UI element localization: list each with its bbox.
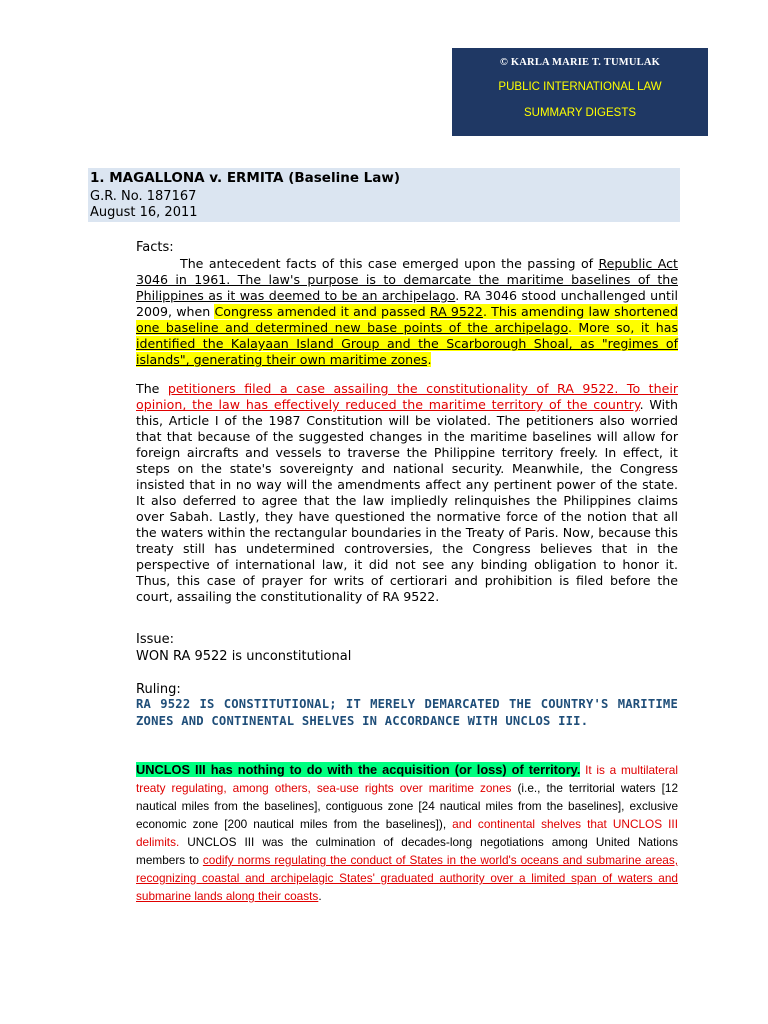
ruling-text: (i.e., the territorial waters [12 nautical miles from the baselines], contiguous zone [24 nautical miles from the baselines], exclusive economic zone [200 nautical miles from the baselines]), (136, 781, 679, 831)
issue-text: WON RA 9522 is unconstitutional (136, 649, 352, 664)
series-title: SUMMARY DIGESTS (523, 107, 637, 119)
case-gr-number: G.R. No. 187167 (90, 189, 197, 204)
facts-text: The (136, 381, 168, 396)
case-date: August 16, 2011 (90, 205, 198, 220)
case-number: 1. (90, 170, 105, 186)
facts-highlight-text: . (427, 352, 432, 367)
issue-label: Issue: (136, 632, 174, 647)
ruling-label: Ruling: (136, 682, 181, 697)
subject-title: PUBLIC INTERNATIONAL LAW (498, 81, 662, 93)
ruling-red-underline-text: codify norms regulating the conduct of States in the world's oceans and submarine areas, recognizing coastal and archipelagic States' graduated authority over a limited span of waters and submarine lands along their coasts (136, 853, 679, 903)
facts-highlight-underline-text: one baseline and determined new base points of the archipelago (136, 320, 568, 335)
ruling-paragraph (136, 761, 678, 905)
facts-red-underline-text: petitioners filed a case assailing the constitutionality of RA 9522. To their opinion, the law has effectively reduced the maritime territory of the country (136, 381, 678, 412)
facts-text: . With this, Article I of the 1987 Constitution will be violated. The petitioners also worried that that because of the suggested changes in the maritime baselines will allow for foreign aircrafts and vessels to traverse the Philippine territory freely. In effect, it steps on the state's sovereignty and national security. Meanwhile, the Congress insisted that in no way will the amendments affect any pertinent power of the state. It also deferred to agree that the law impliedly relinquishes the Philippines claims over Sabah. Lastly, they have questioned the normative force of the notion that all the waters within the rectangular boundaries in the Treaty of Paris. Now, because this treaty still has undetermined controversies, the Congress believes that in the perspective of international law, it did not see any binding obligation to honor it. Thus, this case of prayer for writs of certiorari and prohibition is filed before the court, assailing the constitutionality of RA 9522. (136, 397, 678, 604)
header-banner (452, 48, 708, 136)
facts-label: Facts: (136, 240, 174, 255)
ruling-red-text: and continental shelves that UNCLOS III delimits. (136, 817, 678, 849)
case-name: MAGALLONA v. ERMITA (Baseline Law) (109, 170, 401, 186)
facts-paragraph-2 (136, 381, 678, 605)
ruling-highlight-text: UNCLOS III has nothing to do with the acquisition (or loss) of territory. (136, 762, 581, 777)
facts-highlight-text: . This amending law shortened (482, 304, 678, 319)
facts-highlight-underline-text: RA 9522 (429, 304, 483, 319)
facts-text: The antecedent facts of this case emerged upon the passing of (180, 256, 599, 271)
ruling-text: . (318, 889, 322, 903)
case-title (90, 170, 400, 186)
ruling-red-text: It is a multilateral treaty regulating, among others, sea-use rights over maritime zones (136, 763, 678, 795)
ruling-heading: RA 9522 IS CONSTITUTIONAL; IT MERELY DEMARCATED THE COUNTRY'S MARITIME ZONES AND CONTINENTAL SHELVES IN ACCORDANCE WITH UNCLOS III. (136, 697, 678, 728)
facts-highlight-text: Congress amended it and passed (214, 304, 430, 319)
facts-text: . RA 3046 stood unchallenged until 2009, when (136, 288, 678, 319)
facts-paragraph-1 (136, 256, 678, 368)
facts-highlight-text: . More so, it has (567, 320, 679, 335)
author-credit: © KARLA MARIE T. TUMULAK (500, 57, 660, 68)
facts-underline-text: Republic Act 3046 in 1961. The law's purpose is to demarcate the maritime baselines of the Philippines as it was deemed to be an archipelago (136, 256, 678, 303)
ruling-text: UNCLOS III was the culmination of decades-long negotiations among United Nations members to (136, 835, 678, 867)
facts-highlight-underline-text: identified the Kalayaan Island Group and the Scarborough Shoal, as "regimes of islands", generating their own maritime zones (136, 336, 678, 367)
